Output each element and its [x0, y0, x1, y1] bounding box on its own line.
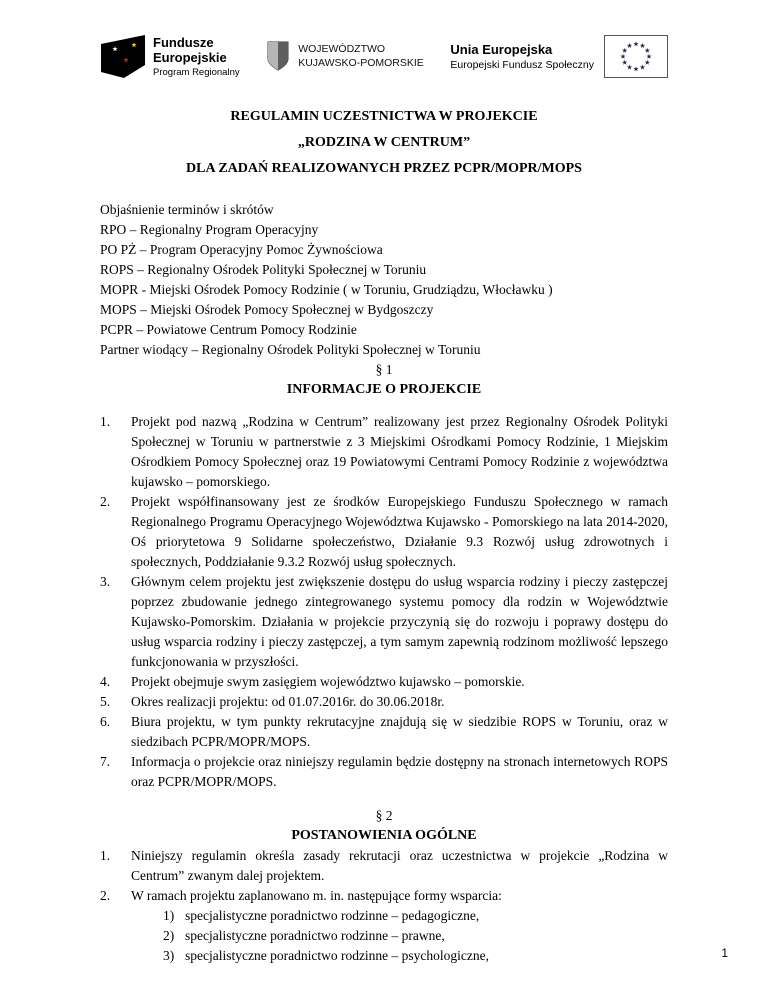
list-item-text: Projekt obejmuje swym zasięgiem województwo kujawsko – pomorskie. [131, 674, 525, 689]
abbreviation-line: RPO – Regionalny Program Operacyjny [100, 222, 319, 237]
logo-strip [100, 28, 668, 84]
page-number: 1 [721, 946, 728, 960]
abbreviation-line: PO PŻ – Program Operacyjny Pomoc Żywnościowa [100, 242, 383, 257]
list-item-number: 6. [100, 714, 111, 729]
list-item-text: W ramach projektu zaplanowano m. in. następujące formy wsparcia: [131, 888, 502, 903]
eu-flag-icon [604, 35, 668, 78]
sub-list-item-text: specjalistyczne poradnictwo rodzinne – psychologiczne, [185, 948, 490, 963]
list-item [100, 692, 668, 712]
section-2-symbol: § 2 [375, 808, 393, 823]
section-1-heading: INFORMACJE O PROJEKCIE [286, 382, 482, 397]
abbreviations-block [100, 200, 668, 360]
sub-list-item [163, 946, 668, 966]
fundusze-title-line1: Fundusze [153, 34, 214, 50]
sub-list-item-text: specjalistyczne poradnictwo rodzinne – prawne, [185, 928, 445, 943]
coat-of-arms-icon [266, 41, 290, 71]
unia-europejska-text [450, 42, 594, 71]
title-line-2: „RODZINA W CENTRUM” [297, 135, 471, 150]
fundusze-europejskie-logo [100, 34, 240, 79]
list-item [100, 886, 668, 906]
sub-list-item-number: 3) [163, 948, 175, 963]
fundusze-europejskie-flag-icon [100, 34, 146, 79]
list-item-text: Okres realizacji projektu: od 01.07.2016r. do 30.06.2018r. [131, 694, 445, 709]
section-1-list [100, 412, 668, 792]
wojewodztwo-text [298, 42, 424, 70]
list-item-text: Projekt współfinansowany jest ze środków Europejskiego Funduszu Społecznego w ramach Regionalnego Programu Operacyjnego Województwa Kujawsko - Pomorskiego na lata 2014-2020, Oś priorytetowa 9 Solidarne społeczeństwo, Działanie 9.3 Rozwój usług zdrowotnych i społecznych, Poddziałanie 9.3.2 Rozwój usług społecznych. [131, 494, 668, 569]
wojewodztwo-line2: KUJAWSKO-POMORSKIE [298, 57, 424, 69]
list-item [100, 672, 668, 692]
sub-list-item-number: 1) [163, 908, 175, 923]
section-2 [100, 806, 668, 966]
sub-list-item [163, 926, 668, 946]
wojewodztwo-line1: WOJEWÓDZTWO [298, 43, 386, 55]
list-item-number: 5. [100, 694, 111, 709]
list-item-text: Niniejszy regulamin określa zasady rekrutacji oraz uczestnictwa w projekcie „Rodzina w Centrum” zwanym dalej projektem. [131, 848, 668, 883]
wojewodztwo-logo [266, 41, 424, 71]
list-item-text: Projekt pod nazwą „Rodzina w Centrum” realizowany jest przez Regionalny Ośrodek Polityki Społecznej w Toruniu w partnerstwie z 3 Miejskimi Ośrodkami Pomocy Rodzinie, 1 Miejskim Ośrodkiem Pomocy Społecznej oraz 19 Powiatowymi Centrami Pomocy Rodzinie z województwa kujawsko – pomorskiego. [131, 414, 668, 489]
list-item [100, 492, 668, 572]
list-item-number: 1. [100, 414, 111, 429]
abbreviations-heading: Objaśnienie terminów i skrótów [100, 202, 274, 217]
list-item-text: Biura projektu, w tym punkty rekrutacyjne znajdują się w siedzibie ROPS w Toruniu, oraz w siedzibach PCPR/MOPR/MOPS. [131, 714, 668, 749]
list-item-number: 7. [100, 754, 111, 769]
fundusze-europejskie-text [153, 35, 240, 78]
list-item-number: 2. [100, 888, 111, 903]
list-item [100, 846, 668, 886]
list-item [100, 752, 668, 792]
unia-subtitle: Europejski Fundusz Społeczny [450, 58, 594, 71]
abbreviation-line: PCPR – Powiatowe Centrum Pomocy Rodzinie [100, 322, 357, 337]
fundusze-subtitle: Program Regionalny [153, 66, 240, 78]
section-1 [100, 360, 668, 792]
abbreviation-line: Partner wiodący – Regionalny Ośrodek Polityki Społecznej w Toruniu [100, 342, 481, 357]
fundusze-title-line2: Europejskie [153, 49, 227, 65]
list-item-text: Informacja o projekcie oraz niniejszy regulamin będzie dostępny na stronach internetowych ROPS oraz PCPR/MOPR/MOPS. [131, 754, 668, 789]
unia-europejska-logo [450, 35, 668, 78]
list-item-text: Głównym celem projektu jest zwiększenie dostępu do usług wsparcia rodziny i pieczy zastępczej poprzez zbudowanie jednego zintegrowanego systemu pomocy dla rodzin w Województwie Kujawsko-Pomorskim. Działania w projekcie przyczynią się do rozwoju i poprawy dostępu do usług wsparcia rodziny i pieczy zastępczej, a tym samym zapewnią rodzinom możliwość lepszego funkcjonowania w przyszłości. [131, 574, 668, 669]
abbreviation-line: MOPS – Miejski Ośrodek Pomocy Społecznej w Bydgoszczy [100, 302, 434, 317]
document-title [100, 104, 668, 182]
sub-list-item [163, 906, 668, 926]
list-item [100, 412, 668, 492]
section-2-list [100, 846, 668, 966]
section-1-symbol: § 1 [375, 362, 393, 377]
unia-title: Unia Europejska [450, 41, 553, 57]
list-item [100, 712, 668, 752]
section-2-heading: POSTANOWIENIA OGÓLNE [291, 828, 477, 843]
list-item-number: 3. [100, 574, 111, 589]
sub-list-item-number: 2) [163, 928, 175, 943]
title-line-3: DLA ZADAŃ REALIZOWANYCH PRZEZ PCPR/MOPR/MOPS [186, 161, 582, 176]
abbreviation-line: ROPS – Regionalny Ośrodek Polityki Społecznej w Toruniu [100, 262, 427, 277]
list-item-number: 2. [100, 494, 111, 509]
list-item-number: 4. [100, 674, 111, 689]
sub-list-item-text: specjalistyczne poradnictwo rodzinne – pedagogiczne, [185, 908, 480, 923]
list-item-number: 1. [100, 848, 111, 863]
abbreviation-line: MOPR - Miejski Ośrodek Pomocy Rodzinie ( w Toruniu, Grudziądzu, Włocławku ) [100, 282, 553, 297]
title-line-1: REGULAMIN UCZESTNICTWA W PROJEKCIE [230, 109, 538, 124]
list-item [100, 572, 668, 672]
